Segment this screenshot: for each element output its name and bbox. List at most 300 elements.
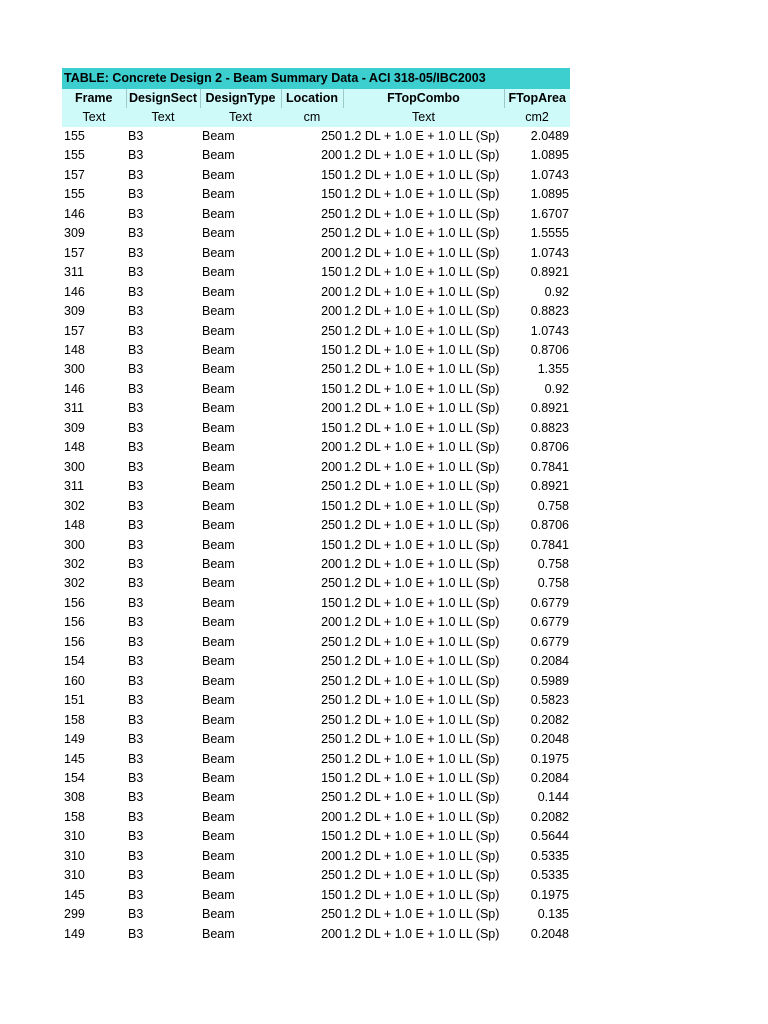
designtype-cell[interactable]: Beam (202, 518, 235, 533)
table-row (62, 322, 570, 341)
location-cell[interactable]: 200 (321, 401, 342, 416)
designsect-cell[interactable]: B3 (128, 129, 144, 143)
table-row (62, 788, 570, 807)
designtype-cell[interactable]: Beam (202, 323, 235, 338)
frame-cell[interactable]: 149 (64, 926, 85, 941)
frame-cell[interactable]: 155 (64, 187, 85, 202)
location-cell[interactable]: 150 (321, 342, 342, 357)
designtype-cell[interactable]: Beam (202, 304, 235, 319)
unit-designsect[interactable]: Text (126, 108, 200, 127)
frame-cell[interactable]: 146 (64, 381, 85, 396)
ftopcombo-cell[interactable]: 1.2 DL + 1.0 E + 1.0 LL (Sp) (344, 206, 500, 221)
frame-cell[interactable]: 158 (64, 712, 85, 727)
ftoparea-cell[interactable]: 0.8921 (530, 265, 569, 280)
location-cell[interactable]: 250 (321, 790, 342, 805)
designtype-cell[interactable]: Beam (202, 148, 235, 163)
designtype-cell[interactable]: Beam (202, 167, 235, 182)
location-cell[interactable]: 250 (321, 751, 342, 766)
ftopcombo-cell[interactable]: 1.2 DL + 1.0 E + 1.0 LL (Sp) (344, 615, 500, 630)
designsect-cell[interactable]: B3 (128, 401, 144, 416)
frame-cell[interactable]: 148 (64, 518, 85, 533)
designtype-cell[interactable]: Beam (202, 265, 235, 280)
location-cell[interactable]: 250 (321, 673, 342, 688)
location-cell[interactable]: 150 (321, 167, 342, 182)
designsect-cell[interactable]: B3 (128, 556, 144, 571)
designsect-cell[interactable]: B3 (128, 654, 144, 669)
designsect-cell[interactable]: B3 (128, 342, 144, 357)
ftopcombo-cell[interactable]: 1.2 DL + 1.0 E + 1.0 LL (Sp) (344, 576, 500, 591)
designtype-cell[interactable]: Beam (202, 129, 235, 143)
table-row (62, 905, 570, 924)
frame-cell[interactable]: 145 (64, 751, 85, 766)
location-cell[interactable]: 200 (321, 459, 342, 474)
designsect-cell[interactable]: B3 (128, 518, 144, 533)
designtype-cell[interactable]: Beam (202, 790, 235, 805)
frame-cell[interactable]: 160 (64, 673, 85, 688)
unit-ftopcombo[interactable]: Text (343, 108, 504, 127)
table-row (62, 127, 570, 146)
table-row (62, 594, 570, 613)
column-header-ftopcombo[interactable]: FTopCombo (343, 89, 504, 108)
table-body (62, 127, 570, 944)
designsect-cell[interactable]: B3 (128, 284, 144, 299)
ftopcombo-cell[interactable]: 1.2 DL + 1.0 E + 1.0 LL (Sp) (344, 790, 500, 805)
frame-cell[interactable]: 146 (64, 284, 85, 299)
ftoparea-cell[interactable]: 0.2082 (530, 809, 569, 824)
ftopcombo-cell[interactable]: 1.2 DL + 1.0 E + 1.0 LL (Sp) (344, 420, 500, 435)
location-cell[interactable]: 200 (321, 148, 342, 163)
ftopcombo-cell[interactable]: 1.2 DL + 1.0 E + 1.0 LL (Sp) (344, 829, 500, 844)
table-row (62, 613, 570, 632)
ftopcombo-cell[interactable]: 1.2 DL + 1.0 E + 1.0 LL (Sp) (344, 381, 500, 396)
ftoparea-cell[interactable]: 1.355 (537, 362, 569, 377)
location-cell[interactable]: 200 (321, 284, 342, 299)
table-row (62, 633, 570, 652)
ftoparea-cell[interactable]: 0.5644 (530, 829, 569, 844)
designtype-cell[interactable]: Beam (202, 284, 235, 299)
location-cell[interactable]: 150 (321, 381, 342, 396)
location-cell[interactable]: 250 (321, 576, 342, 591)
ftoparea-cell[interactable]: 0.92 (544, 284, 569, 299)
frame-cell[interactable]: 149 (64, 732, 85, 747)
designsect-cell[interactable]: B3 (128, 381, 144, 396)
designsect-cell[interactable]: B3 (128, 479, 144, 494)
location-cell[interactable]: 250 (321, 732, 342, 747)
location-cell[interactable]: 250 (321, 518, 342, 533)
ftopcombo-cell[interactable]: 1.2 DL + 1.0 E + 1.0 LL (Sp) (344, 401, 500, 416)
ftopcombo-cell[interactable]: 1.2 DL + 1.0 E + 1.0 LL (Sp) (344, 887, 500, 902)
table-row (62, 847, 570, 866)
ftoparea-cell[interactable]: 1.0743 (530, 245, 569, 260)
designsect-cell[interactable]: B3 (128, 362, 144, 377)
unit-location[interactable]: cm (281, 108, 343, 127)
frame-cell[interactable]: 157 (64, 323, 85, 338)
column-header-designsect[interactable]: DesignSect (126, 89, 200, 108)
designtype-cell[interactable]: Beam (202, 848, 235, 863)
location-cell[interactable]: 150 (321, 420, 342, 435)
designsect-cell[interactable]: B3 (128, 751, 144, 766)
designtype-cell[interactable]: Beam (202, 907, 235, 922)
column-header-location[interactable]: Location (281, 89, 343, 108)
frame-cell[interactable]: 311 (64, 265, 84, 280)
designtype-cell[interactable]: Beam (202, 926, 235, 941)
table-row (62, 185, 570, 204)
location-cell[interactable]: 150 (321, 829, 342, 844)
ftopcombo-cell[interactable]: 1.2 DL + 1.0 E + 1.0 LL (Sp) (344, 226, 500, 241)
unit-designtype[interactable]: Text (200, 108, 281, 127)
ftopcombo-cell[interactable]: 1.2 DL + 1.0 E + 1.0 LL (Sp) (344, 848, 500, 863)
designsect-cell[interactable]: B3 (128, 537, 144, 552)
designsect-cell[interactable]: B3 (128, 615, 144, 630)
designsect-cell[interactable]: B3 (128, 790, 144, 805)
designsect-cell[interactable]: B3 (128, 206, 144, 221)
designsect-cell[interactable]: B3 (128, 887, 144, 902)
frame-cell[interactable]: 151 (64, 693, 85, 708)
ftopcombo-cell[interactable]: 1.2 DL + 1.0 E + 1.0 LL (Sp) (344, 362, 500, 377)
designsect-cell[interactable]: B3 (128, 187, 144, 202)
table-row (62, 458, 570, 477)
location-cell[interactable]: 200 (321, 926, 342, 941)
location-cell[interactable]: 250 (321, 693, 342, 708)
frame-cell[interactable]: 300 (64, 362, 85, 377)
frame-cell[interactable]: 156 (64, 634, 85, 649)
designtype-cell[interactable]: Beam (202, 868, 235, 883)
ftoparea-cell[interactable]: 1.6707 (530, 206, 569, 221)
ftopcombo-cell[interactable]: 1.2 DL + 1.0 E + 1.0 LL (Sp) (344, 634, 500, 649)
ftoparea-cell[interactable]: 0.758 (537, 498, 569, 513)
designtype-cell[interactable]: Beam (202, 440, 235, 455)
unit-frame[interactable]: Text (62, 108, 126, 127)
table-row (62, 750, 570, 769)
ftoparea-cell[interactable]: 0.6779 (530, 595, 569, 610)
designsect-cell[interactable]: B3 (128, 770, 144, 785)
units-row (62, 108, 570, 127)
table-row (62, 341, 570, 360)
ftoparea-cell[interactable]: 0.5823 (530, 693, 569, 708)
column-header-frame[interactable]: Frame (62, 89, 126, 108)
designtype-cell[interactable]: Beam (202, 770, 235, 785)
designtype-cell[interactable]: Beam (202, 479, 235, 494)
table-row (62, 263, 570, 282)
designtype-cell[interactable]: Beam (202, 556, 235, 571)
ftopcombo-cell[interactable]: 1.2 DL + 1.0 E + 1.0 LL (Sp) (344, 440, 500, 455)
location-cell[interactable]: 250 (321, 868, 342, 883)
ftoparea-cell[interactable]: 0.8823 (530, 304, 569, 319)
frame-cell[interactable]: 157 (64, 167, 85, 182)
frame-cell[interactable]: 302 (64, 556, 85, 571)
frame-cell[interactable]: 146 (64, 206, 85, 221)
table-row (62, 224, 570, 243)
designtype-cell[interactable]: Beam (202, 712, 235, 727)
ftopcombo-cell[interactable]: 1.2 DL + 1.0 E + 1.0 LL (Sp) (344, 926, 500, 941)
designsect-cell[interactable]: B3 (128, 595, 144, 610)
ftopcombo-cell[interactable]: 1.2 DL + 1.0 E + 1.0 LL (Sp) (344, 537, 500, 552)
table-row (62, 380, 570, 399)
location-cell[interactable]: 200 (321, 556, 342, 571)
table-row (62, 555, 570, 574)
designsect-cell[interactable]: B3 (128, 926, 144, 941)
ftoparea-cell[interactable]: 1.0895 (530, 148, 569, 163)
ftopcombo-cell[interactable]: 1.2 DL + 1.0 E + 1.0 LL (Sp) (344, 459, 500, 474)
designsect-cell[interactable]: B3 (128, 634, 144, 649)
ftoparea-cell[interactable]: 2.0489 (530, 129, 569, 143)
table-row (62, 477, 570, 496)
table-row (62, 419, 570, 438)
ftopcombo-cell[interactable]: 1.2 DL + 1.0 E + 1.0 LL (Sp) (344, 556, 500, 571)
ftopcombo-cell[interactable]: 1.2 DL + 1.0 E + 1.0 LL (Sp) (344, 732, 500, 747)
spreadsheet-sheet (62, 68, 570, 944)
frame-cell[interactable]: 311 (64, 401, 84, 416)
location-cell[interactable]: 150 (321, 595, 342, 610)
table-row (62, 672, 570, 691)
table-row (62, 166, 570, 185)
designtype-cell[interactable]: Beam (202, 362, 235, 377)
designsect-cell[interactable]: B3 (128, 420, 144, 435)
designtype-cell[interactable]: Beam (202, 459, 235, 474)
ftoparea-cell[interactable]: 1.0895 (530, 187, 569, 202)
location-cell[interactable]: 250 (321, 634, 342, 649)
frame-cell[interactable]: 155 (64, 148, 85, 163)
ftoparea-cell[interactable]: 0.6779 (530, 634, 569, 649)
designtype-cell[interactable]: Beam (202, 751, 235, 766)
column-header-row (62, 89, 570, 108)
ftopcombo-cell[interactable]: 1.2 DL + 1.0 E + 1.0 LL (Sp) (344, 498, 500, 513)
designtype-cell[interactable]: Beam (202, 401, 235, 416)
frame-cell[interactable]: 154 (64, 654, 85, 669)
location-cell[interactable]: 150 (321, 770, 342, 785)
ftoparea-cell[interactable]: 0.144 (537, 790, 569, 805)
frame-cell[interactable]: 157 (64, 245, 85, 260)
location-cell[interactable]: 200 (321, 848, 342, 863)
frame-cell[interactable]: 145 (64, 887, 85, 902)
ftopcombo-cell[interactable]: 1.2 DL + 1.0 E + 1.0 LL (Sp) (344, 712, 500, 727)
column-header-ftoparea[interactable]: FTopArea (504, 89, 570, 108)
ftoparea-cell[interactable]: 0.135 (537, 907, 569, 922)
location-cell[interactable]: 250 (321, 654, 342, 669)
designsect-cell[interactable]: B3 (128, 829, 144, 844)
ftopcombo-cell[interactable]: 1.2 DL + 1.0 E + 1.0 LL (Sp) (344, 129, 500, 143)
ftopcombo-cell[interactable]: 1.2 DL + 1.0 E + 1.0 LL (Sp) (344, 323, 500, 338)
table-title[interactable]: TABLE: Concrete Design 2 - Beam Summary Data - ACI 318-05/IBC2003 (62, 68, 570, 89)
frame-cell[interactable]: 155 (64, 129, 85, 143)
designsect-cell[interactable]: B3 (128, 459, 144, 474)
ftoparea-cell[interactable]: 0.2048 (530, 732, 569, 747)
location-cell[interactable]: 250 (321, 226, 342, 241)
location-cell[interactable]: 200 (321, 304, 342, 319)
table-row (62, 574, 570, 593)
frame-cell[interactable]: 299 (64, 907, 85, 922)
unit-ftoparea[interactable]: cm2 (504, 108, 570, 127)
location-cell[interactable]: 200 (321, 615, 342, 630)
designsect-cell[interactable]: B3 (128, 732, 144, 747)
designsect-cell[interactable]: B3 (128, 712, 144, 727)
location-cell[interactable]: 150 (321, 187, 342, 202)
frame-cell[interactable]: 309 (64, 420, 85, 435)
ftoparea-cell[interactable]: 0.8823 (530, 420, 569, 435)
frame-cell[interactable]: 310 (64, 829, 85, 844)
designtype-cell[interactable]: Beam (202, 829, 235, 844)
frame-cell[interactable]: 302 (64, 576, 85, 591)
ftopcombo-cell[interactable]: 1.2 DL + 1.0 E + 1.0 LL (Sp) (344, 518, 500, 533)
designsect-cell[interactable]: B3 (128, 265, 144, 280)
location-cell[interactable]: 250 (321, 206, 342, 221)
table-row (62, 827, 570, 846)
location-cell[interactable]: 250 (321, 362, 342, 377)
ftoparea-cell[interactable]: 0.7841 (530, 537, 569, 552)
designtype-cell[interactable]: Beam (202, 576, 235, 591)
ftoparea-cell[interactable]: 0.92 (544, 381, 569, 396)
column-header-designtype[interactable]: DesignType (200, 89, 281, 108)
designsect-cell[interactable]: B3 (128, 245, 144, 260)
designsect-cell[interactable]: B3 (128, 848, 144, 863)
table-row (62, 652, 570, 671)
frame-cell[interactable]: 310 (64, 868, 85, 883)
designtype-cell[interactable]: Beam (202, 732, 235, 747)
location-cell[interactable]: 250 (321, 129, 342, 143)
designtype-cell[interactable]: Beam (202, 245, 235, 260)
location-cell[interactable]: 250 (321, 712, 342, 727)
designsect-cell[interactable]: B3 (128, 673, 144, 688)
ftoparea-cell[interactable]: 0.2084 (530, 654, 569, 669)
location-cell[interactable]: 200 (321, 245, 342, 260)
frame-cell[interactable]: 310 (64, 848, 85, 863)
location-cell[interactable]: 150 (321, 498, 342, 513)
frame-cell[interactable]: 156 (64, 615, 85, 630)
ftopcombo-cell[interactable]: 1.2 DL + 1.0 E + 1.0 LL (Sp) (344, 654, 500, 669)
beam-summary-table (62, 89, 570, 944)
ftoparea-cell[interactable]: 0.5989 (530, 673, 569, 688)
designtype-cell[interactable]: Beam (202, 595, 235, 610)
table-row (62, 866, 570, 885)
designtype-cell[interactable]: Beam (202, 809, 235, 824)
location-cell[interactable]: 200 (321, 809, 342, 824)
designsect-cell[interactable]: B3 (128, 226, 144, 241)
ftoparea-cell[interactable]: 0.2082 (530, 712, 569, 727)
designsect-cell[interactable]: B3 (128, 576, 144, 591)
ftoparea-cell[interactable]: 0.6779 (530, 615, 569, 630)
ftopcombo-cell[interactable]: 1.2 DL + 1.0 E + 1.0 LL (Sp) (344, 770, 500, 785)
designtype-cell[interactable]: Beam (202, 887, 235, 902)
table-row (62, 925, 570, 944)
ftopcombo-cell[interactable]: 1.2 DL + 1.0 E + 1.0 LL (Sp) (344, 245, 500, 260)
designtype-cell[interactable]: Beam (202, 673, 235, 688)
designtype-cell[interactable]: Beam (202, 206, 235, 221)
location-cell[interactable]: 150 (321, 265, 342, 280)
designsect-cell[interactable]: B3 (128, 868, 144, 883)
table-row (62, 283, 570, 302)
ftoparea-cell[interactable]: 0.1975 (530, 887, 569, 902)
location-cell[interactable]: 250 (321, 323, 342, 338)
table-row (62, 399, 570, 418)
designtype-cell[interactable]: Beam (202, 537, 235, 552)
ftopcombo-cell[interactable]: 1.2 DL + 1.0 E + 1.0 LL (Sp) (344, 809, 500, 824)
ftoparea-cell[interactable]: 0.2048 (530, 926, 569, 941)
designsect-cell[interactable]: B3 (128, 304, 144, 319)
ftoparea-cell[interactable]: 0.758 (537, 556, 569, 571)
frame-cell[interactable]: 309 (64, 226, 85, 241)
designsect-cell[interactable]: B3 (128, 498, 144, 513)
ftoparea-cell[interactable]: 1.5555 (530, 226, 569, 241)
ftoparea-cell[interactable]: 0.2084 (530, 770, 569, 785)
frame-cell[interactable]: 309 (64, 304, 85, 319)
ftoparea-cell[interactable]: 0.5335 (530, 848, 569, 863)
ftoparea-cell[interactable]: 0.8706 (530, 518, 569, 533)
ftoparea-cell[interactable]: 1.0743 (530, 167, 569, 182)
table-row (62, 711, 570, 730)
ftoparea-cell[interactable]: 0.1975 (530, 751, 569, 766)
frame-cell[interactable]: 311 (64, 479, 84, 494)
ftoparea-cell[interactable]: 1.0743 (530, 323, 569, 338)
ftopcombo-cell[interactable]: 1.2 DL + 1.0 E + 1.0 LL (Sp) (344, 595, 500, 610)
table-row (62, 691, 570, 710)
designtype-cell[interactable]: Beam (202, 342, 235, 357)
ftopcombo-cell[interactable]: 1.2 DL + 1.0 E + 1.0 LL (Sp) (344, 868, 500, 883)
frame-cell[interactable]: 154 (64, 770, 85, 785)
ftoparea-cell[interactable]: 0.8921 (530, 479, 569, 494)
frame-cell[interactable]: 156 (64, 595, 85, 610)
ftopcombo-cell[interactable]: 1.2 DL + 1.0 E + 1.0 LL (Sp) (344, 284, 500, 299)
ftoparea-cell[interactable]: 0.8921 (530, 401, 569, 416)
designsect-cell[interactable]: B3 (128, 809, 144, 824)
ftopcombo-cell[interactable]: 1.2 DL + 1.0 E + 1.0 LL (Sp) (344, 148, 500, 163)
designtype-cell[interactable]: Beam (202, 654, 235, 669)
frame-cell[interactable]: 302 (64, 498, 85, 513)
ftopcombo-cell[interactable]: 1.2 DL + 1.0 E + 1.0 LL (Sp) (344, 167, 500, 182)
ftopcombo-cell[interactable]: 1.2 DL + 1.0 E + 1.0 LL (Sp) (344, 304, 500, 319)
ftopcombo-cell[interactable]: 1.2 DL + 1.0 E + 1.0 LL (Sp) (344, 751, 500, 766)
designtype-cell[interactable]: Beam (202, 615, 235, 630)
ftopcombo-cell[interactable]: 1.2 DL + 1.0 E + 1.0 LL (Sp) (344, 673, 500, 688)
location-cell[interactable]: 250 (321, 907, 342, 922)
designtype-cell[interactable]: Beam (202, 226, 235, 241)
location-cell[interactable]: 150 (321, 887, 342, 902)
designsect-cell[interactable]: B3 (128, 323, 144, 338)
table-row (62, 808, 570, 827)
designsect-cell[interactable]: B3 (128, 693, 144, 708)
location-cell[interactable]: 250 (321, 479, 342, 494)
ftoparea-cell[interactable]: 0.8706 (530, 342, 569, 357)
designsect-cell[interactable]: B3 (128, 167, 144, 182)
designtype-cell[interactable]: Beam (202, 498, 235, 513)
designtype-cell[interactable]: Beam (202, 187, 235, 202)
frame-cell[interactable]: 158 (64, 809, 85, 824)
designtype-cell[interactable]: Beam (202, 693, 235, 708)
ftoparea-cell[interactable]: 0.5335 (530, 868, 569, 883)
frame-cell[interactable]: 308 (64, 790, 85, 805)
ftopcombo-cell[interactable]: 1.2 DL + 1.0 E + 1.0 LL (Sp) (344, 265, 500, 280)
frame-cell[interactable]: 300 (64, 537, 85, 552)
designsect-cell[interactable]: B3 (128, 148, 144, 163)
ftoparea-cell[interactable]: 0.8706 (530, 440, 569, 455)
ftopcombo-cell[interactable]: 1.2 DL + 1.0 E + 1.0 LL (Sp) (344, 479, 500, 494)
designsect-cell[interactable]: B3 (128, 440, 144, 455)
ftoparea-cell[interactable]: 0.7841 (530, 459, 569, 474)
frame-cell[interactable]: 148 (64, 342, 85, 357)
location-cell[interactable]: 150 (321, 537, 342, 552)
ftoparea-cell[interactable]: 0.758 (537, 576, 569, 591)
ftopcombo-cell[interactable]: 1.2 DL + 1.0 E + 1.0 LL (Sp) (344, 342, 500, 357)
designsect-cell[interactable]: B3 (128, 907, 144, 922)
designtype-cell[interactable]: Beam (202, 420, 235, 435)
location-cell[interactable]: 200 (321, 440, 342, 455)
frame-cell[interactable]: 148 (64, 440, 85, 455)
designtype-cell[interactable]: Beam (202, 634, 235, 649)
ftopcombo-cell[interactable]: 1.2 DL + 1.0 E + 1.0 LL (Sp) (344, 907, 500, 922)
ftopcombo-cell[interactable]: 1.2 DL + 1.0 E + 1.0 LL (Sp) (344, 693, 500, 708)
ftopcombo-cell[interactable]: 1.2 DL + 1.0 E + 1.0 LL (Sp) (344, 187, 500, 202)
frame-cell[interactable]: 300 (64, 459, 85, 474)
designtype-cell[interactable]: Beam (202, 381, 235, 396)
